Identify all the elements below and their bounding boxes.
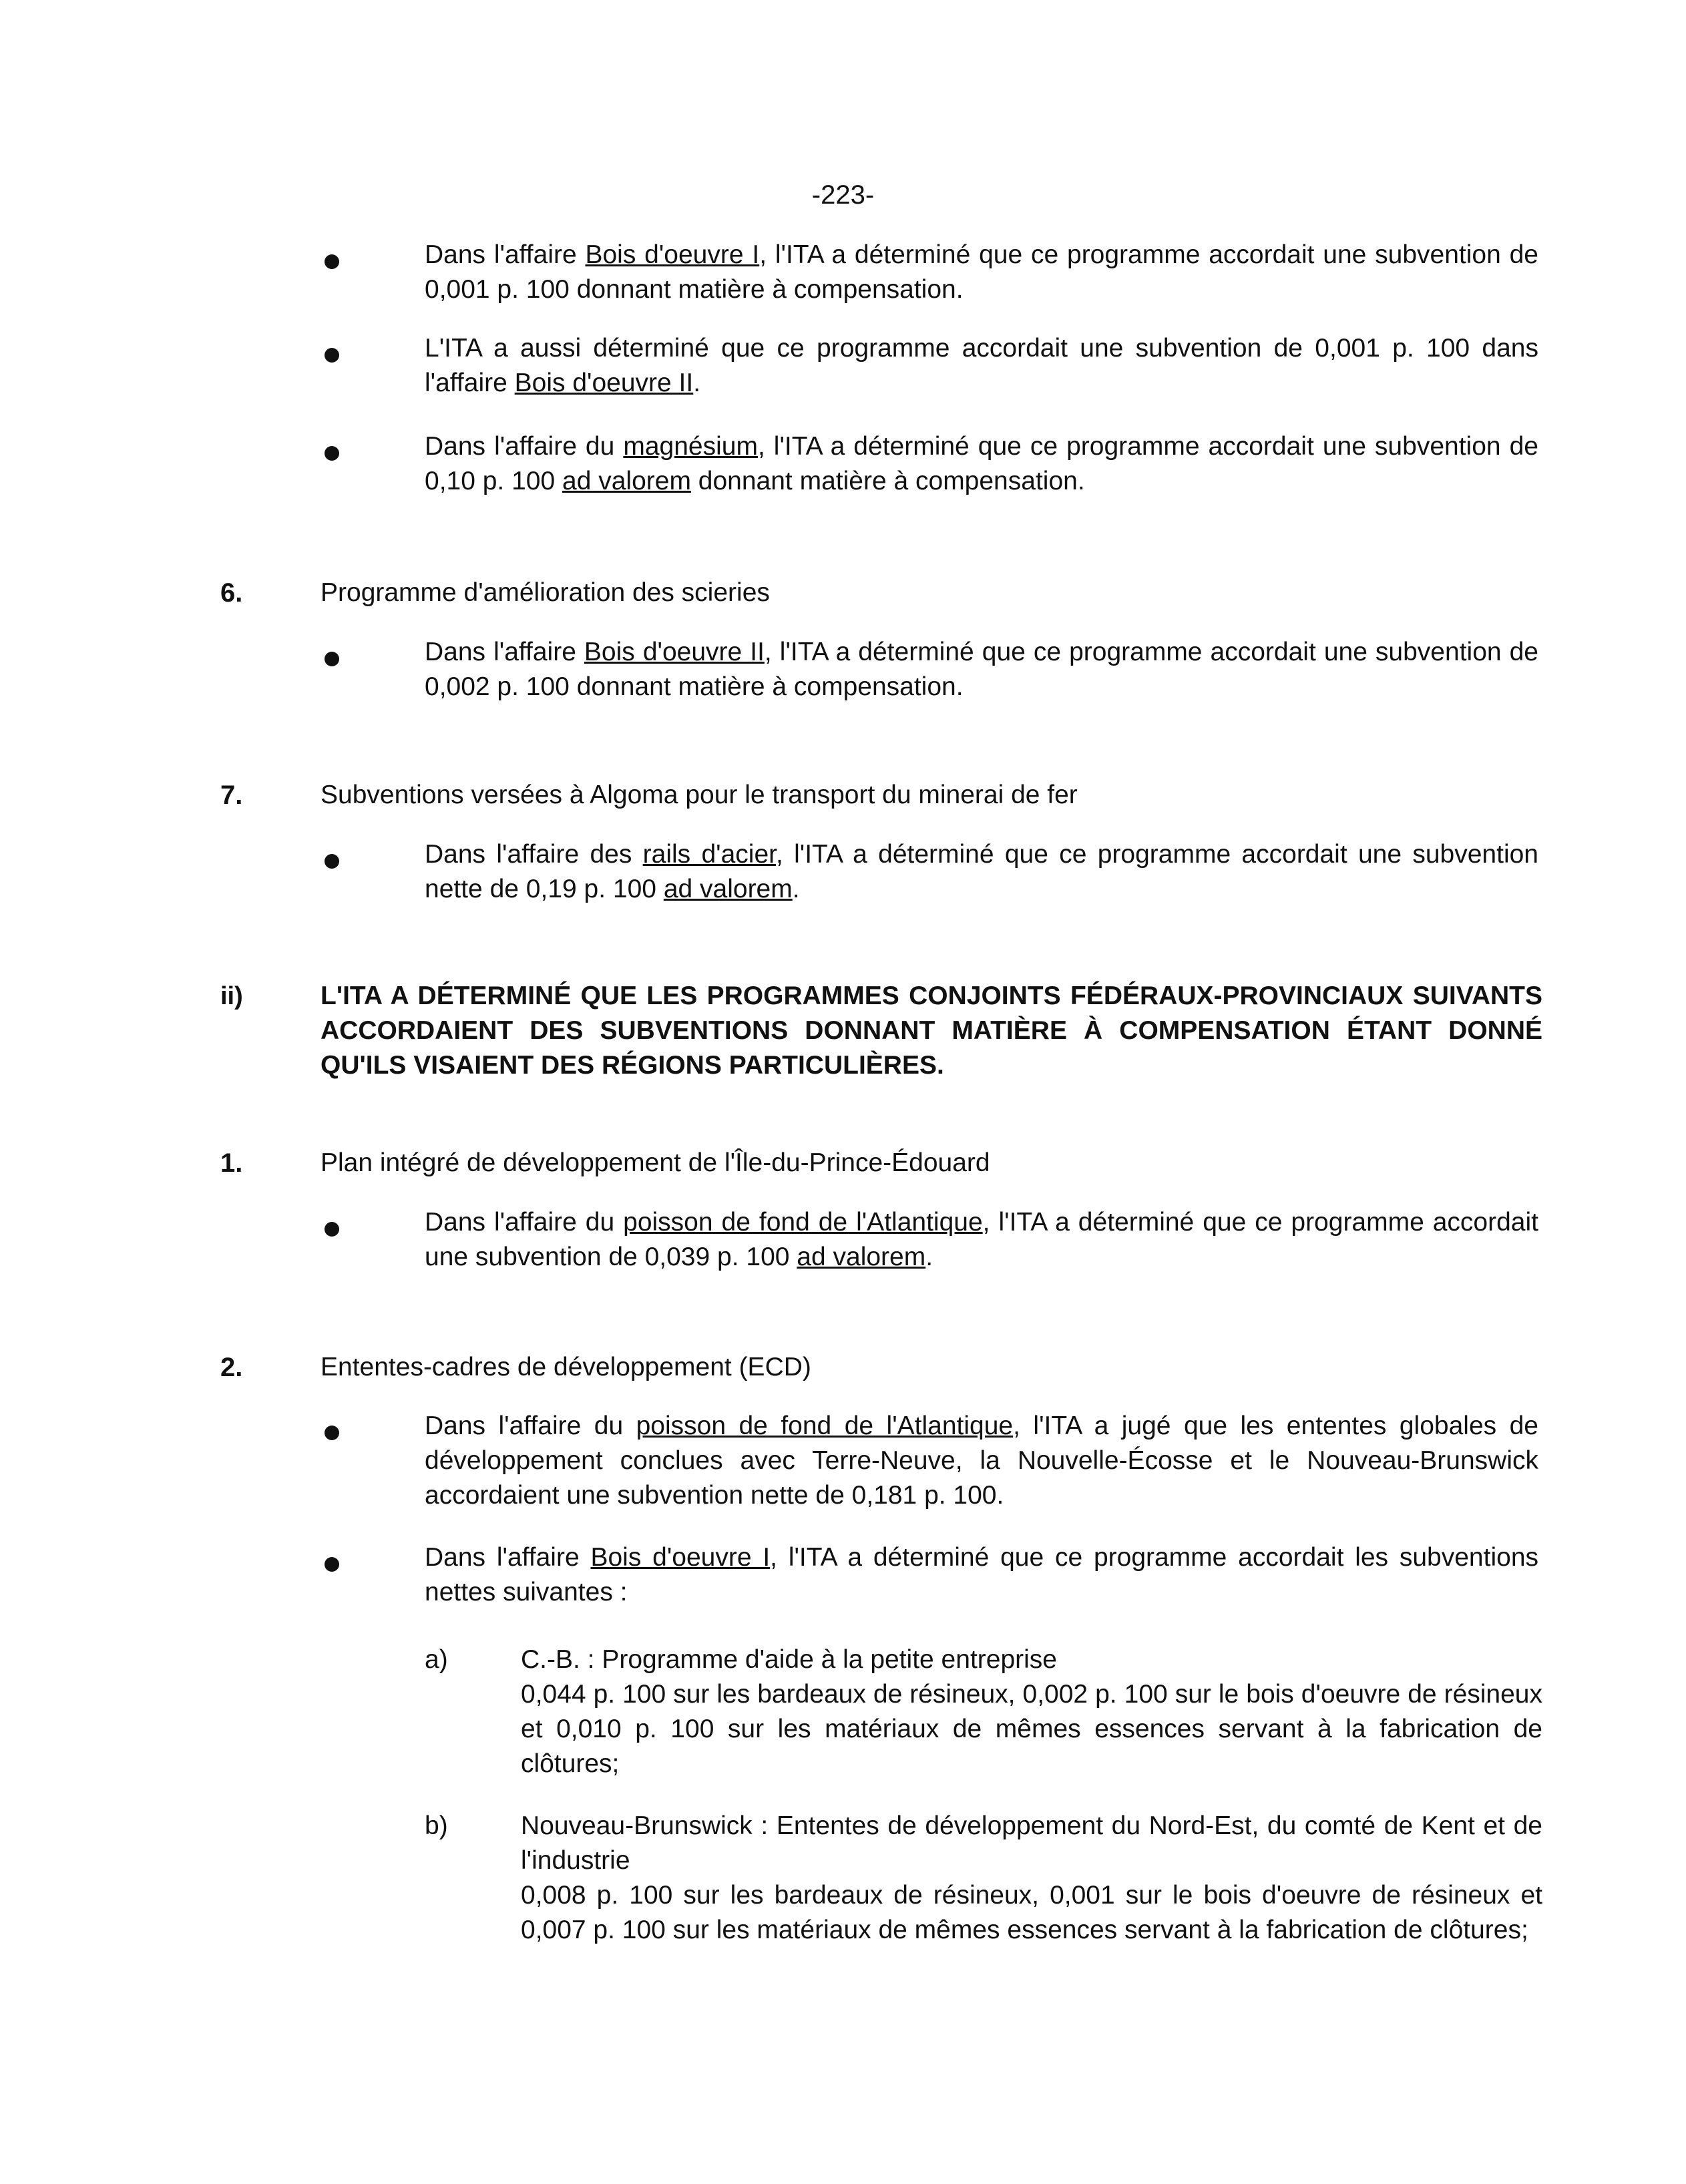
case-name: Bois d'oeuvre II [584,638,765,666]
case-name: poisson de fond de l'Atlantique [636,1411,1014,1440]
text-run: Dans l'affaire du [425,1208,624,1237]
case-name: poisson de fond de l'Atlantique [623,1208,983,1237]
case-name: magnésium [623,432,758,461]
text-run: Dans l'affaire [425,638,584,666]
text-run: , l'ITA a déterminé que ce programme accordait une subvention de 0,10 p. 100 [425,432,1538,495]
subitem-text: 0,044 p. 100 sur les bardeaux de résineux, 0,002 p. 100 sur le bois d'oeuvre de résineux et 0,010 p. 100 sur les matériaux de mêmes essences servant à la fabrication de clôtures; [521,1680,1542,1778]
bullet-icon [325,1222,339,1237]
subitem-title: C.-B. : Programme d'aide à la petite entreprise [521,1645,1057,1674]
section-title: Plan intégré de développement de l'Île-du-Prince-Édouard [321,1148,990,1177]
text-run: L'ITA a aussi déterminé que ce programme accordait une subvention de 0,001 p. 100 dans l'affaire [425,334,1538,397]
subitem-label: a) [425,1645,448,1674]
section-number: 2. [220,1353,243,1382]
text-run: . [925,1243,933,1271]
text-run: Dans l'affaire des [425,840,643,869]
text-run: , l'ITA a déterminé que ce programme accordait une subvention de 0,001 p. 100 donnant matière à compensation. [425,240,1538,304]
bullet-text [425,238,1538,307]
bullet-icon [325,254,339,269]
subitem-title: Nouveau-Brunswick : Ententes de développement du Nord-Est, du comté de Kent et de l'industrie [521,1811,1542,1875]
bullet-text [425,1540,1538,1610]
section-title: Ententes-cadres de développement (ECD) [321,1353,811,1381]
bullet-icon [325,1557,339,1572]
text-run: donnant matière à compensation. [690,467,1085,495]
page-number: -223- [811,180,875,210]
bullet-icon [325,854,339,869]
text-run: Dans l'affaire [425,240,586,269]
subitem [521,1643,1542,1781]
text-run: . [693,369,701,397]
bullet-text [425,331,1538,401]
bullet-text [425,1205,1538,1275]
section-number: ii) [220,982,243,1010]
latin-term: ad valorem [663,875,793,903]
text-run: , l'ITA a déterminé que ce programme accordait une subvention de 0,039 p. 100 [425,1208,1538,1271]
bullet-text [425,837,1538,907]
latin-term: ad valorem [797,1243,926,1271]
text-run: Dans l'affaire [425,1543,591,1572]
section-heading-caps: L'ITA A DÉTERMINÉ QUE LES PROGRAMMES CONJOINTS FÉDÉRAUX-PROVINCIAUX SUIVANTS ACCORDAIENT DES SUBVENTIONS DONNANT MATIÈRE À COMPENSATION ÉTANT DONNÉ QU'ILS VISAIENT DES RÉGIONS PARTICULIÈRES. [321,981,1542,1080]
text-run: . [792,875,800,903]
subitem [521,1809,1542,1948]
section-number: 7. [220,781,243,810]
subitem-label: b) [425,1811,448,1840]
bullet-text [425,429,1538,499]
text-run: , l'ITA a déterminé que ce programme accordait les subventions nettes suivantes : [425,1543,1539,1606]
latin-term: ad valorem [562,467,691,495]
section-title: Programme d'amélioration des scieries [321,578,770,607]
case-name: Bois d'oeuvre II [514,369,694,397]
bullet-icon [325,446,339,461]
text-run: Dans l'affaire du [425,1411,636,1440]
subitem-text: 0,008 p. 100 sur les bardeaux de résineux, 0,001 sur le bois d'oeuvre de résineux et 0,007 p. 100 sur les matériaux de mêmes essences servant à la fabrication de clôtures; [521,1881,1542,1944]
bullet-icon [325,348,339,363]
case-name: Bois d'oeuvre I [585,240,760,269]
bullet-icon [325,1426,339,1440]
bullet-text [425,635,1538,704]
text-run: , l'ITA a déterminé que ce programme accordait une subvention nette de 0,19 p. 100 [425,840,1538,903]
bullet-text [425,1409,1538,1513]
case-name: rails d'acier [642,840,776,869]
bullet-icon [325,652,339,666]
section-number: 6. [220,578,243,608]
text-run: Dans l'affaire du [425,432,624,461]
section-number: 1. [220,1148,243,1178]
case-name: Bois d'oeuvre I [590,1543,771,1572]
section-title: Subventions versées à Algoma pour le transport du minerai de fer [321,781,1078,809]
text-run: , l'ITA a jugé que les ententes globales de développement conclues avec Terre-Neuve, la Nouvelle-Écosse et le Nouveau-Brunswick accordaient une subvention nette de 0,181 p. 100. [425,1411,1538,1510]
text-run: , l'ITA a déterminé que ce programme accordait une subvention de 0,002 p. 100 donnant matière à compensation. [425,638,1538,701]
